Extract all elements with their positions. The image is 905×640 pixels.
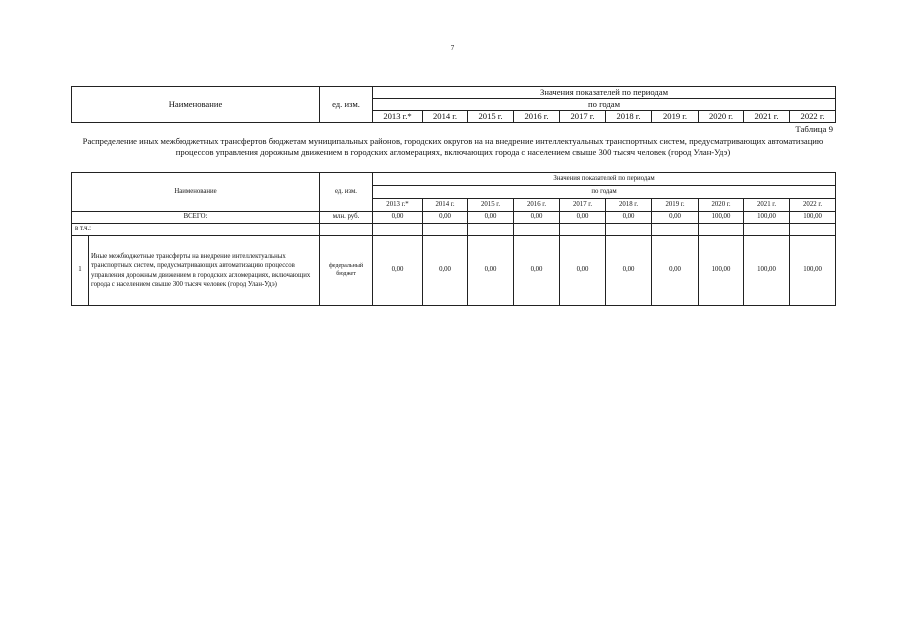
item-value: 0,00	[560, 236, 606, 306]
item-unit: федеральный бюджет	[320, 236, 373, 306]
item-value: 0,00	[652, 236, 699, 306]
by-years-header: по годам	[373, 99, 836, 111]
total-value: 100,00	[744, 212, 790, 224]
page-number: 7	[450, 44, 455, 52]
values-header: Значения показателей по периодам	[373, 87, 836, 99]
year-header: 2021 г.	[744, 199, 790, 212]
header-table	[71, 86, 836, 123]
year-header: 2020 г.	[699, 199, 744, 212]
year-header: 2018 г.	[606, 111, 652, 123]
total-value: 0,00	[468, 212, 514, 224]
item-value: 0,00	[423, 236, 468, 306]
row-number: 1	[72, 236, 89, 306]
total-value: 100,00	[699, 212, 744, 224]
item-row	[72, 236, 836, 306]
unit-header: ед. изм.	[320, 173, 373, 212]
total-value: 0,00	[373, 212, 423, 224]
by-years-header: по годам	[373, 186, 836, 199]
name-header: Наименование	[72, 87, 320, 123]
year-header: 2016 г.	[514, 111, 560, 123]
item-value: 100,00	[790, 236, 836, 306]
total-value: 0,00	[423, 212, 468, 224]
unit-header: ед. изм.	[320, 87, 373, 123]
table-label: Таблица 9	[795, 124, 833, 134]
total-unit: млн. руб.	[320, 212, 373, 224]
year-header: 2013 г.*	[373, 111, 423, 123]
year-header: 2022 г.	[790, 111, 836, 123]
year-header: 2019 г.	[652, 111, 699, 123]
year-header: 2020 г.	[699, 111, 744, 123]
total-value: 0,00	[560, 212, 606, 224]
item-value: 0,00	[514, 236, 560, 306]
item-value: 100,00	[699, 236, 744, 306]
item-value: 0,00	[606, 236, 652, 306]
main-table	[71, 172, 836, 306]
table-caption: Распределение иных межбюджетных трансфертов бюджетам муниципальных районов, городских округов на на внедрение интеллектуальных транспортных систем, предусматривающих автоматизацию процессов управления дорожным движением в городских агломерациях, включающих города с населением свыше 300 тысяч человек (город Улан-Удэ)	[82, 136, 824, 157]
name-header: Наименование	[72, 173, 320, 212]
including-row	[72, 224, 836, 236]
item-value: 100,00	[744, 236, 790, 306]
total-value: 0,00	[606, 212, 652, 224]
year-header: 2019 г.	[652, 199, 699, 212]
total-label: ВСЕГО:	[72, 212, 320, 224]
year-header: 2014 г.	[423, 111, 468, 123]
year-header: 2015 г.	[468, 111, 514, 123]
item-value: 0,00	[468, 236, 514, 306]
year-header: 2013 г.*	[373, 199, 423, 212]
total-row	[72, 212, 836, 224]
year-header: 2018 г.	[606, 199, 652, 212]
item-value: 0,00	[373, 236, 423, 306]
year-header: 2015 г.	[468, 199, 514, 212]
year-header: 2017 г.	[560, 199, 606, 212]
year-header: 2017 г.	[560, 111, 606, 123]
total-value: 100,00	[790, 212, 836, 224]
including-label: в т.ч.:	[72, 224, 320, 236]
total-value: 0,00	[514, 212, 560, 224]
year-header: 2014 г.	[423, 199, 468, 212]
total-value: 0,00	[652, 212, 699, 224]
year-header: 2021 г.	[744, 111, 790, 123]
item-description: Иные межбюджетные трансферты на внедрение интеллектуальных транспортных систем, предусматривающих автоматизацию процессов управления дорожным движением в городских агломерациях, включающих города с населением свыше 300 тысяч человек (город Улан-Удэ)	[89, 236, 320, 306]
values-header: Значения показателей по периодам	[373, 173, 836, 186]
year-header: 2022 г.	[790, 199, 836, 212]
year-header: 2016 г.	[514, 199, 560, 212]
